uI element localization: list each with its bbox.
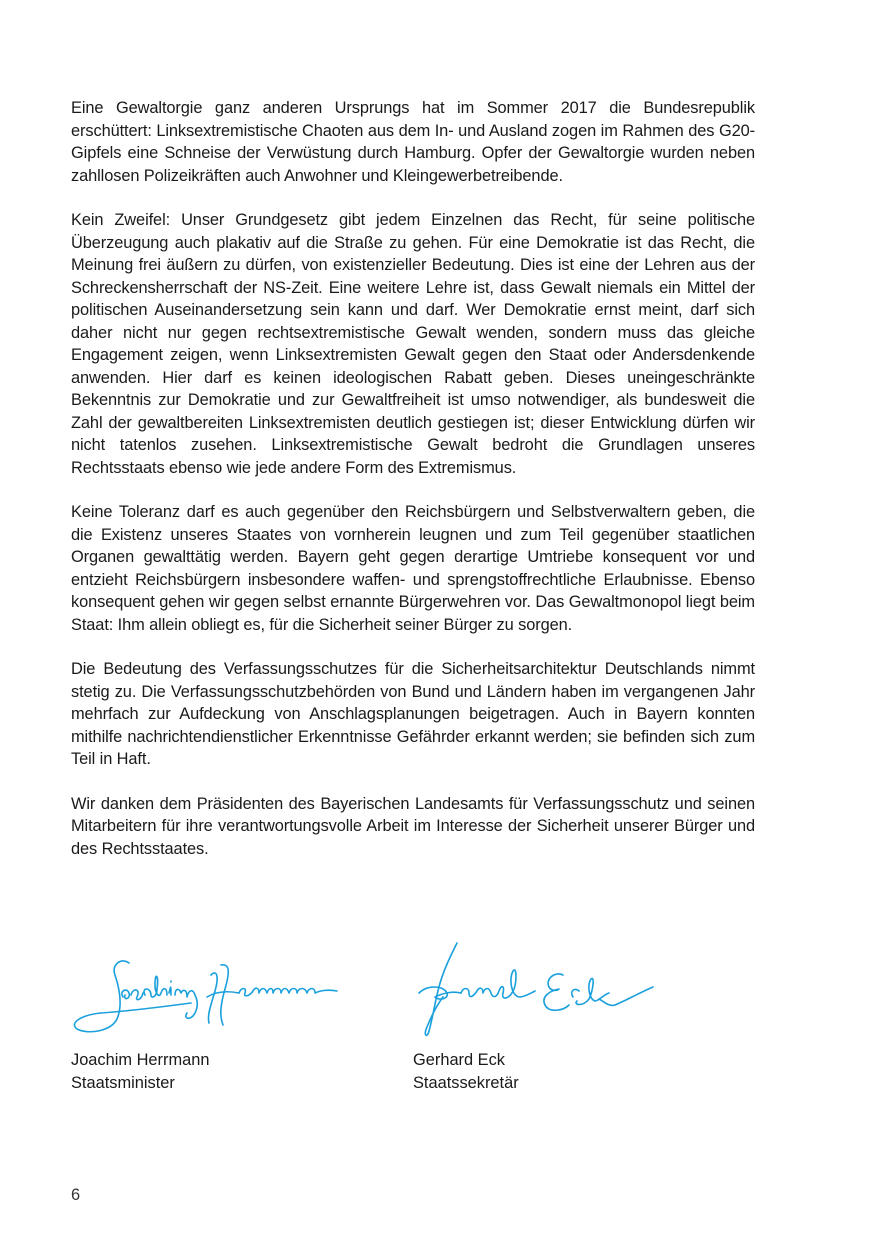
- signature-block: [71, 935, 771, 1105]
- paragraph-2: Kein Zweifel: Unser Grundgesetz gibt jedem Einzelnen das Recht, für seine politische Überzeugung auch plakativ auf die Straße zu gehen. Für eine Demokratie ist das Recht, die Meinung frei äußern zu dürfen, von existenzieller Bedeutung. Dies ist eine der Lehren aus der Schreckensherrschaft der NS-Zeit. Eine weitere Lehre ist, dass Gewalt niemals ein Mittel der politischen Auseinandersetzung sein kann und darf. Wer Demokratie ernst meint, darf sich daher nicht nur gegen rechtsextremistische Gewalt wenden, sondern muss das gleiche Engagement zeigen, wenn Linksextremisten Gewalt gegen den Staat oder Andersdenkende anwenden. Hier darf es keinen ideologischen Rabatt geben. Dieses uneingeschränkte Bekenntnis zur Demokratie und zur Gewaltfreiheit ist umso notwendiger, als bundesweit die Zahl der gewaltbereiten Linksextremisten deutlich gestiegen ist; dieser Entwicklung dürfen wir nicht tatenlos zusehen. Linksextremistische Gewalt bedroht die Grundlagen unseres Rechtsstaats ebenso wie jede andere Form des Extremismus.: [71, 211, 755, 477]
- signature-herrmann-icon: [71, 935, 361, 1045]
- signatory-role: Staatssekretär: [413, 1073, 519, 1092]
- signatory-role: Staatsminister: [71, 1073, 175, 1092]
- signatory-eck: [413, 935, 703, 1094]
- paragraph-3: Keine Toleranz darf es auch gegenüber den Reichsbürgern und Selbstverwaltern geben, die die Existenz unseres Staates von vornherein leugnen und zum Teil gegenüber staatlichen Organen gewalttätig werden. Bayern geht gegen derartige Umtriebe konsequent vor und entzieht Reichsbürgern insbesondere waffen- und sprengstoffrechtliche Erlaubnisse. Ebenso konsequent gehen wir gegen selbst ernannte Bürgerwehren vor. Das Gewaltmonopol liegt beim Staat: Ihm allein obliegt es, für die Sicherheit seiner Bürger zu sorgen.: [71, 503, 755, 634]
- signatory-name: Gerhard Eck: [413, 1051, 506, 1069]
- paragraph-1: Eine Gewaltorgie ganz anderen Ursprungs hat im Sommer 2017 die Bundesrepublik erschüttert: Linksextremistische Chaoten aus dem In- und Ausland zogen im Rahmen des G20-Gipfels eine Schneise der Verwüstung durch Hamburg. Opfer der Gewaltorgie wurden neben zahllosen Polizeikräften auch Anwohner und Kleingewerbetreibende.: [71, 99, 755, 185]
- paragraph-5: Wir danken dem Präsidenten des Bayerischen Landesamts für Verfassungsschutz und seinen Mitarbeitern für ihre verantwortungsvolle Arbeit im Interesse der Sicherheit unserer Bürger und des Rechtsstaates.: [71, 794, 755, 858]
- signatory-name: Joachim Herrmann: [71, 1051, 210, 1069]
- signatory-herrmann: [71, 935, 361, 1094]
- signature-eck-icon: [413, 935, 703, 1045]
- paragraph-4: Die Bedeutung des Verfassungsschutzes für die Sicherheitsarchitektur Deutschlands nimmt stetig zu. Die Verfassungsschutzbehörden von Bund und Ländern haben im vergangenen Jahr mehrfach zur Aufdeckung von Anschlagsplanungen beigetragen. Auch in Bayern konnten mithilfe nachrichtendienstlicher Erkenntnisse Gefährder erkannt werden; sie befinden sich zum Teil in Haft.: [71, 660, 755, 768]
- body-text: [71, 97, 755, 882]
- page-number: 6: [71, 1186, 81, 1204]
